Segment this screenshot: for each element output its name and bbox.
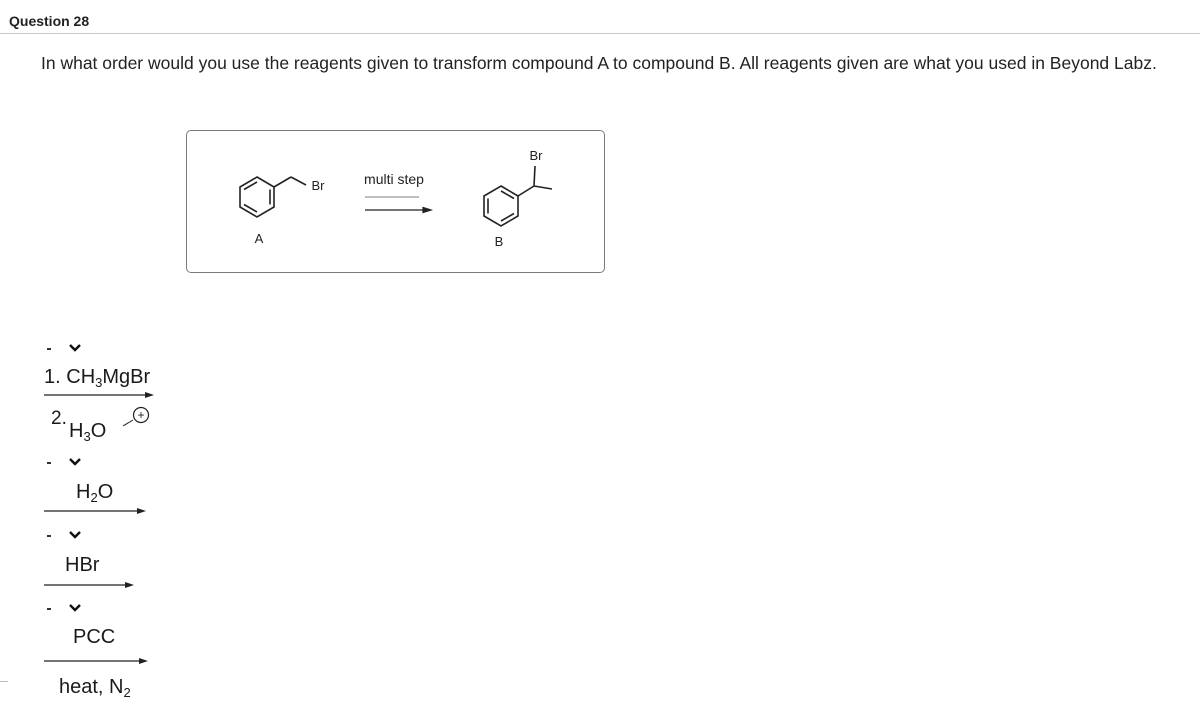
reaction-scheme <box>186 130 605 273</box>
select-value <box>47 608 51 610</box>
formula-part: O <box>90 420 107 442</box>
formula-subscript: 3 <box>83 429 91 444</box>
compound-b-structure <box>484 166 552 226</box>
formula-part: H <box>76 481 91 503</box>
select-value <box>47 462 51 464</box>
order-select-hbr[interactable] <box>40 525 92 549</box>
reagent-pcc-arrow <box>44 656 150 666</box>
reagent-grignard-step2[interactable] <box>69 420 106 443</box>
divider <box>0 681 8 682</box>
chevron-down-icon <box>68 457 82 467</box>
reagent-grignard-step1[interactable] <box>44 366 150 389</box>
chevron-down-icon <box>68 343 82 353</box>
compound-b-substituent: Br <box>529 148 543 163</box>
formula-part: heat, N <box>59 676 124 698</box>
order-select-pcc[interactable] <box>40 598 92 622</box>
formula-part: O <box>97 481 114 503</box>
compound-a-structure <box>240 177 306 217</box>
order-select-water[interactable] <box>40 452 92 476</box>
arrow-label: multi step <box>364 171 424 187</box>
chevron-down-icon <box>68 603 82 613</box>
compound-a-substituent: Br <box>311 178 325 193</box>
question-title: Question 28 <box>9 13 90 29</box>
reagent-water-arrow <box>44 506 148 516</box>
reaction-arrow <box>365 197 431 213</box>
step-number: 1. <box>44 366 61 388</box>
order-select-grignard[interactable] <box>40 338 92 362</box>
reagent-hbr[interactable]: HBr <box>65 554 100 576</box>
reagent-water[interactable] <box>76 481 113 504</box>
chevron-down-icon <box>68 530 82 540</box>
positive-charge-icon <box>123 406 153 430</box>
question-header <box>0 0 1200 34</box>
compound-b-label: B <box>494 234 504 249</box>
formula-subscript: 2 <box>90 490 98 505</box>
reagent-hbr-arrow <box>44 580 136 590</box>
reagent-grignard-arrow <box>44 390 156 400</box>
charge-sign: + <box>137 408 145 422</box>
compound-a-label: A <box>254 231 264 246</box>
formula-part: MgBr <box>102 366 151 388</box>
select-value <box>47 535 51 537</box>
reaction-scheme-drawing <box>187 131 604 272</box>
formula-subscript: 2 <box>123 685 131 700</box>
question-text: In what order would you use the reagents given to transform compound A to compound B. All reagents given are what you used in Beyond Labz. <box>41 53 1157 73</box>
formula-subscript: 3 <box>95 375 103 390</box>
formula-part: CH <box>66 366 96 388</box>
reagent-pcc[interactable]: PCC <box>73 626 116 648</box>
reagent-heat-n2[interactable] <box>59 676 131 699</box>
reagent-grignard-step2-number: 2. <box>51 408 67 429</box>
formula-part: H <box>69 420 84 442</box>
select-value <box>47 348 51 350</box>
